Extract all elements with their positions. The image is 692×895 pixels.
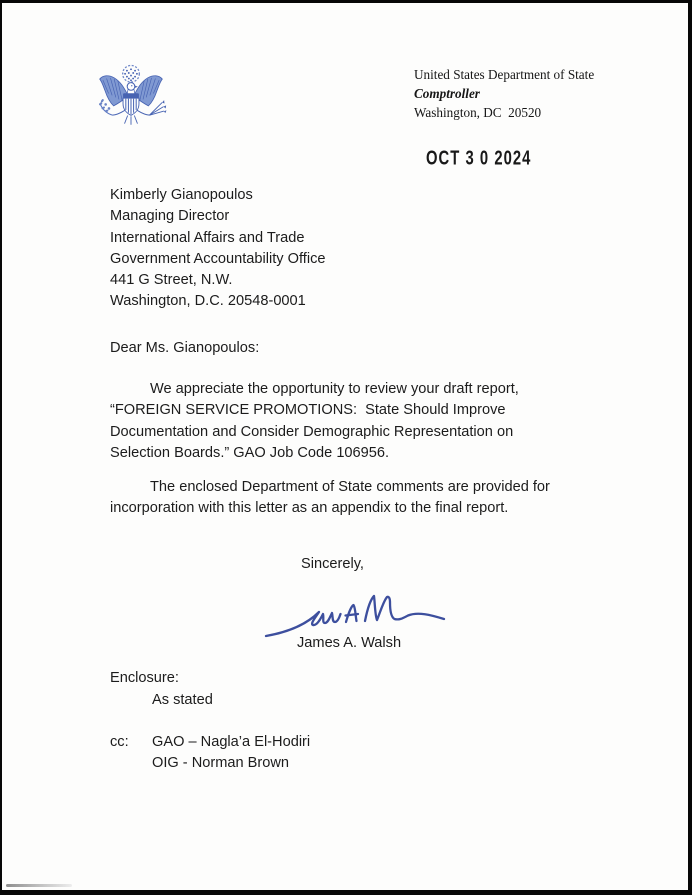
recipient-line: Managing Director xyxy=(110,208,230,225)
recipient-line: Washington, D.C. 20548-0001 xyxy=(110,293,306,310)
paragraph-line: Documentation and Consider Demographic Representation on xyxy=(110,423,514,440)
recipient-line: 441 G Street, N.W. xyxy=(110,272,233,289)
recipient-line: International Affairs and Trade xyxy=(110,229,305,246)
paragraph-line: Selection Boards.” GAO Job Code 106956. xyxy=(110,444,390,461)
scan-artifact xyxy=(6,884,72,887)
salutation: Dear Ms. Gianopoulos: xyxy=(110,340,260,356)
letterhead-address: Washington, DC 20520 xyxy=(414,104,542,120)
date-stamp: OCT 3 0 2024 xyxy=(426,146,532,170)
recipient-address-block xyxy=(110,185,326,313)
us-great-seal-icon xyxy=(94,61,168,143)
recipient-line: Government Accountability Office xyxy=(110,250,326,267)
paragraph-line: The enclosed Department of State comments are provided for xyxy=(150,479,550,495)
cc-label: cc: xyxy=(110,734,129,750)
letterhead xyxy=(414,66,594,122)
body-paragraph-1 xyxy=(110,379,519,464)
recipient-line: Kimberly Gianopoulos xyxy=(110,187,253,203)
letterhead-office: Comptroller xyxy=(414,85,480,101)
paragraph-line: incorporation with this letter as an appendix to the final report. xyxy=(110,500,509,517)
body-paragraph-2 xyxy=(110,477,550,520)
cc-entry: GAO – Nagla’a El-Hodiri xyxy=(152,734,311,750)
cc-entry: OIG - Norman Brown xyxy=(152,755,290,771)
enclosure-label: Enclosure: xyxy=(110,670,179,686)
signer-name: James A. Walsh xyxy=(297,635,402,651)
letterhead-agency: United States Department of State xyxy=(414,67,595,82)
paragraph-line: We appreciate the opportunity to review your draft report, xyxy=(150,381,519,397)
valediction: Sincerely, xyxy=(301,556,364,572)
paragraph-line: “FOREIGN SERVICE PROMOTIONS: State Should Improve xyxy=(110,402,506,419)
enclosure-value: As stated xyxy=(152,692,213,708)
